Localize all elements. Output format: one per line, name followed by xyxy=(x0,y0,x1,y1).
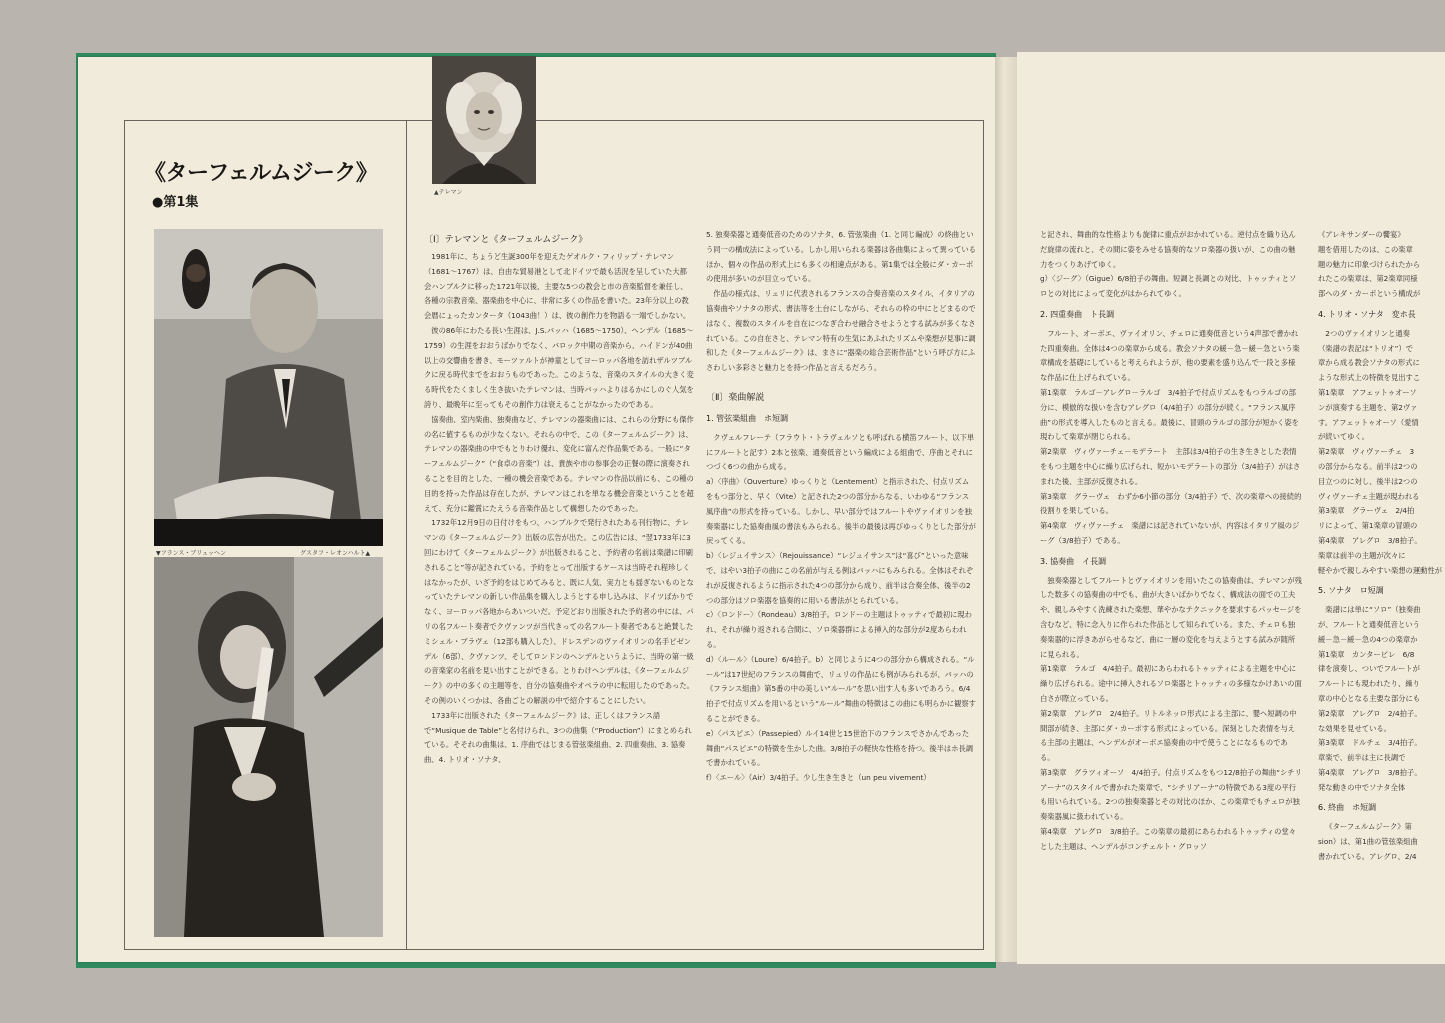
paragraph: 1733年に出版された《ターフェルムジーク》は、正しくはフランス語で“Musique de Table”と名付けられ、3つの曲集（“Production”）にまとめられている。そそれの曲集は、1. 序曲ではじまる管弦楽組曲、2. 四重奏曲、3. 協奏曲、4. トリオ・ソナタ、 xyxy=(424,710,692,765)
paragraph: と記され、舞曲的な性格よりも旋律に重点がおかれている。逆付点を織り込んだ旋律の流れと、その間に姿をみせる協奏的なソロ楽器の扱いが、この曲の魅力をつくりあげてゆく。 xyxy=(1040,230,1296,269)
line: 律を演奏し、ついでフルートが xyxy=(1318,664,1420,674)
line: 第1楽章 アフェットゥオーソ xyxy=(1318,387,1417,397)
paragraph: 彼の86年にわたる長い生涯は、J.S.バッハ（1685～1750）、ヘンデル（1685～1759）の生涯をおおうばかりでなく、バロック中期の音楽から、ハイドンが40曲以上の交響曲を書き、モーツァルトが神童としてヨーロッパ各地を訪れザルツブルクに戻る時代までをおおうものであった。このような、音楽のスタイルの大きく変る時代をたくましく生き抜いたテレマンは、当時バッハよりはるかにしのぐ人気を誇り、最晩年に至ってもその創作力は衰えることがなかったのである。 xyxy=(424,325,694,409)
page-title: 《ターフェルムジーク》 xyxy=(144,161,378,186)
paragraph: 題の魅力に印象づけられたから xyxy=(1318,259,1421,269)
paragraph: れたこの楽章は、第2楽章同様 xyxy=(1318,274,1418,284)
line: フルートにも現われたり、繰り xyxy=(1318,679,1420,689)
text-column-3 xyxy=(1040,228,1302,855)
line: ような形式上の特徴を見出すこ xyxy=(1318,373,1421,383)
paragraph: クヴェルフレーテ（フラウト・トラヴェルソとも呼ばれる横笛フルート、以下単にフルートと記す）2本と弦楽、通奏低音という編成による組曲で、序曲とそれにつづく6つの曲から成る。 xyxy=(706,432,975,472)
movement-text: 第1楽章 ラルゴ－アレグロ－ラルゴ 3/4拍子で付点リズムをもつラルゴの部分に、模倣的な扱いを含むアレグロ（4/4拍子）の部分が続く。“フランス風序曲”の形式を導入したものと言える。最後に、冒頭のラルゴの部分が短かく姿を現わして楽章が閉じられる。 xyxy=(1040,387,1299,442)
gatefold-spine xyxy=(995,57,1017,962)
line: が、フルートと通奏低音という xyxy=(1318,619,1420,629)
movement-text: 第3楽章 グラーヴェ わずか6小節の部分（3/4拍子）で、次の楽章への接続的役割りを果している。 xyxy=(1040,491,1302,516)
section-heading-1: 〔Ⅰ〕テレマンと《ターフェルムジーク》 xyxy=(424,235,588,245)
text-column-2 xyxy=(706,228,976,786)
paragraph: 作品の様式は、リュリに代表されるフランスの合奏音楽のスタイル、イタリアの協奏曲やソナタの形式、書法等を土台にしながら、それらの枠の中にとどまるのではなく、複数のスタイルを自在につなぎ合わせ融合させようとする試みが多くなされている。この自在さと、テレマン特有の生気にあふれたリズムや楽想が見事に調和した《ターフェルムジーク》は、まさに“器楽の総合芸術作品”という呼び方にふさわしい多彩さと魅力とを持つ作品と言えるだろう。 xyxy=(706,289,976,373)
line: （楽譜の表記は“トリオ”）で xyxy=(1318,343,1414,353)
movement-text: 第4楽章 アレグロ 3/8拍子。この楽章の最初にあらわれるトゥッティの堂々とした主題は、ヘンデルがコンチェルト・グロッソ xyxy=(1040,827,1296,851)
line: 第2楽章 ヴィヴァーチェ 3 xyxy=(1318,447,1415,457)
line: な効果を見せている。 xyxy=(1318,723,1391,733)
line: 第4楽章 アレグロ 3/8拍子。 xyxy=(1318,767,1422,777)
paragraph: 1732年12月9日の日付けをもつ、ハンブルクで発行されたある刊行物に、テレマンの《ターフェルムジーク》出版の広告が出た。この広告には、“翌1733年に3回にわけて《ターフェルムジーク》が出版されること、予約者の名前は楽譜に印刷されること”等が記されている。予約をとって出版するケースは当時それ程珍しくはなかったが、いざ予約をはじめてみると、既に人気、実力とも揺ぎないものとなっていたテレマンの新しい作品集を購入しようとする申し込みは、ドイツばかりでなく、ヨーロッパ各地からあいついだ。予定どおり出版された予約者の中には、パリの名フルート奏者でクヴァンツが当代きっての名フルート奏者であると絶賛したミシェル・ブラヴェ（12部も購入した）、ドレスデンのヴァイオリンの名手ピゼンデル（6部）、クヴァンツ、そしてロンドンのヘンデルというように、当時の第一級の音楽家の名前を見い出すことができる。とりわけヘンデルは、《ターフェルムジーク》の中の多くの主題等を、自分の協奏曲やオペラの中に転用したのであった。その例のいくつかは、各曲ごとの解説の中で紹介することにしたい。 xyxy=(424,518,694,705)
work-heading-2: 2. 四重奏曲 ト長調 xyxy=(1040,309,1115,319)
work-heading-6: 6. 終曲 ホ短調 xyxy=(1318,803,1377,813)
line: が続いてゆく。 xyxy=(1318,432,1369,442)
line: 第4楽章 アレグロ 3/8拍子。 xyxy=(1318,535,1422,545)
line: 《ターフェルムジーク》第 xyxy=(1325,822,1412,832)
line: 章楽で、前半は主に長調で xyxy=(1318,753,1406,763)
line: 楽章は前半の主題が次々に xyxy=(1318,550,1406,560)
line: 2つのヴァイオリンと通奏 xyxy=(1325,328,1410,338)
movement-text: b）〈レジュイサンス〉（Rejouissance）“レジュイサンス”は“喜び”といった意味で、はやい3拍子の曲にこの名前が与える例はバッハにもみられる。全体はそれぞれが反復されるように指示された4つの部分から成り、前半は合奏全体、後半の2つの部分はソロ楽器を協奏的に用いる書法がとられている。 xyxy=(706,551,974,605)
movement-text: 第3楽章 グラツィオーソ 4/4拍子。付点リズムをもつ12/8拍子の舞曲“シチリアーナ”のスタイルで書かれた楽章で、“シチリアーナ”の特徴である3度の平行も用いられている。2つの独奏楽器とその対比のほか、この楽章でもチェロが独奏楽器風に扱われている。 xyxy=(1040,767,1302,822)
paragraph: 独奏楽器としてフルートとヴァイオリンを用いたこの協奏曲は、テレマンが残した数多くの協奏曲の中でも、曲が大きいばかりでなく、構成法の面での工夫や、親しみやすく洗練された楽想、華やかなテクニックを要求するパッセージを含むなど、特に念入りに作られた作品として知られている。また、チェロも独奏楽器的に浮きあがらせるなど、曲に一層の変化を与えようとする試みが随所に見られる。 xyxy=(1040,575,1302,659)
column-divider xyxy=(406,120,407,950)
line: 緩－急－緩－急の4つの楽章か xyxy=(1318,634,1418,644)
paragraph: 題を借用したのは、この楽章 xyxy=(1318,244,1413,254)
line: 書かれている。アレグロ、2/4 xyxy=(1318,851,1417,861)
movement-text: c）〈ロンドー〉（Rondeau）3/8拍子。ロンドーの主題はトゥッティで最初に現われ、それが繰り返される合間に、ソロ楽器群による挿入的な部分が2度あらわれる。 xyxy=(706,610,972,649)
line: 第2楽章 アレグロ 2/4拍子。 xyxy=(1318,708,1422,718)
movement-text: 第2楽章 ヴィヴァーチェ－モデラート 主部は3/4拍子の生き生きとした表情をもつ主題を中心に繰り広げられ、短かいモデラートの部分（3/4拍子）がはさまれた後、主部が反復される。 xyxy=(1040,447,1301,486)
paragraph: 《アレキサンダーの饗宴》 xyxy=(1318,230,1405,239)
line: 軽やかで親しみやすい楽想の運動性が xyxy=(1318,565,1443,575)
photo-caption-right: グスタフ・レオンハルト▲ xyxy=(300,550,371,557)
telemann-portrait xyxy=(432,56,536,184)
work-heading-5: 5. ソナタ ロ短調 xyxy=(1318,586,1384,596)
text-column-1 xyxy=(424,228,694,768)
line: 第3楽章 グラーヴェ 2/4拍 xyxy=(1318,506,1415,516)
line: す。アフェットゥオーソ（愛情 xyxy=(1318,417,1419,427)
portrait-caption: ▲テレマン xyxy=(434,189,463,196)
movement-text: 第2楽章 アレグロ 2/4拍子。リトルネッロ形式による主部に、嬰ヘ短調の中間部が続き、主部にダ・カーポする形式によっている。深刻とした表情を与える主部の主題は、ヘンデルがオーボエ協奏曲の中で使うことになるものである。 xyxy=(1040,708,1297,763)
volume-label: ●第1集 xyxy=(152,195,199,210)
photo-gustav-leonhardt xyxy=(154,557,383,937)
line: sion）は、第1曲の管弦楽組曲 xyxy=(1318,837,1418,847)
paragraph: 1981年に、ちょうど生誕300年を迎えたゲオルク・フィリップ・テレマン（1681～1767）は、自由な貿易港として北ドイツで最も活況を呈していた大都会ハンブルクに移った1721年以後、主要な5つの教会と市の音楽監督を兼任し、各種の宗教音楽、器楽曲を中心に、非常に多くの作品を書いた。23年分以上の教会暦にょったカンタータ（1043曲！）は、彼の創作力を物語る一端でしかない。 xyxy=(424,252,691,321)
text-column-4 xyxy=(1318,228,1445,928)
movement-text: d）〈ルール〉（Loure）6/4拍子。b）と同じように4つの部分から構成される。“ルール”は17世紀のフランスの舞曲で、リュリの作品にも例がみられるが、バッハの《フランス組曲》第5番の中の美しい“ルール”を思い出す人も多いであろう。6/4拍子で付点リズムを用いるという“ルール”舞曲の特徴はこの曲にも明らかに観察することができる。 xyxy=(706,654,976,723)
paragraph: 5. 独奏楽器と通奏低音のためのソナタ、6. 管弦楽曲（1. と同じ編成）の終曲という同一の構成法によっている。しかし用いられる楽器は各曲集によって異っているほか、個々の作品の形式上にも多くの相違点がある。第1集では全般にダ・カーポの使用が多いのが目立っている。 xyxy=(706,230,976,284)
line: 第1楽章 カンタービレ 6/8 xyxy=(1318,649,1415,659)
movement-text: e）〈パスピエ〉（Passepied）ルイ14世と15世治下のフランスでさかんであった舞曲“パスピエ”の特徴を生かした曲。3/8拍子の軽快な性格を持つ。後半はホ長調で書かれている。 xyxy=(706,728,974,768)
work-heading-1: 1. 管弦楽組曲 ホ短調 xyxy=(706,413,789,423)
portrait-photo-icon xyxy=(154,229,383,546)
line: 発な動きの中でソナタ全体 xyxy=(1318,782,1406,792)
portrait-engraving-icon xyxy=(432,56,536,184)
photo-frans-bruggen xyxy=(154,229,383,546)
movement-text: 第1楽章 ラルゴ 4/4拍子。最初にあらわれるトゥッティによる主題を中心に繰り広げられる。途中に挿入されるソロ楽器とトゥッティの多様なかけあいの面白さが際立っている。 xyxy=(1040,664,1302,703)
line: 章から成る教会ソナタの形式に xyxy=(1318,358,1420,368)
paragraph: 部へのダ・カーポという構成が xyxy=(1318,289,1421,299)
photo-caption-left: ▼フランス・ブリュッヘン xyxy=(156,550,227,557)
movement-text: g）〈ジーグ〉（Gigue）6/8拍子の舞曲。短調と長調との対比、トゥッティとソロとの対比によって変化がはかられてゆく。 xyxy=(1040,274,1297,299)
line: 第3楽章 ドルチェ 3/4拍子。 xyxy=(1318,738,1422,748)
work-heading-3: 3. 協奏曲 イ長調 xyxy=(1040,556,1107,566)
line: の部分からなる。前半は2つの xyxy=(1318,461,1418,471)
recorder-player-photo-icon xyxy=(154,557,383,937)
work-heading-4: 4. トリオ・ソナタ 変ホ長 xyxy=(1318,309,1416,319)
movement-text: 第4楽章 ヴィヴァーチェ 楽譜には記されていないが、内容はイタリア風のジーグ（3/8拍子）である。 xyxy=(1040,521,1300,545)
line: ヴィヴァーチェ主題が現われる xyxy=(1318,491,1420,501)
movement-text: a）〈序曲〉（Ouverture）ゆっくりと（Lentement）と指示された、付点リズムをもつ部分と、早く（Vite）と記された2つの部分からなる、いわゆる“フランス風序曲”の形式を持っている。しかし、早い部分ではフルートやヴァイオリンを独奏楽器にした協奏曲風の書法もみられる。後半の最後は再びゆっくりとした部分が戻ってくる。 xyxy=(706,477,976,546)
section-heading-2: 〔Ⅱ〕楽曲解説 xyxy=(706,392,765,403)
movement-text: f）〈エール〉（Air）3/4拍子。少し生き生きと（un peu vivement） xyxy=(706,773,931,783)
paragraph: 協奏曲、室内楽曲、独奏曲など、テレマンの器楽曲には、これらの分野にも傑作の名に値するものが少なくない。それらの中で、この《ターフェルムジーク》は、テレマンの器楽曲の中でもとりわけ優れ、変化に富んだ作品集である。一般に“ターフェルムジーク”（“食卓の音楽”）は、貴族や市の参事会の正餐の際に演奏されることを目的とした、一種の機会音楽である。テレマンの作品以前にも、この種の目的を持った作品は存在したが、テレマンはこれを単なる機会音楽ということを超えて、充分に鑑賞にたえうる音楽作品として構想したのであった。 xyxy=(424,414,694,513)
cover-edge-bottom xyxy=(78,962,996,968)
line: ンが演奏する主題を、第2ヴァ xyxy=(1318,402,1418,412)
line: 楽譜には単に“ソロ”（独奏曲 xyxy=(1325,605,1421,615)
line: リによって、第1楽章の冒頭の xyxy=(1318,521,1418,531)
paragraph: フルート、オーボエ、ヴァイオリン、チェロに通奏低音という4声部で書かれた四重奏曲。全体は4つの楽章から成る。教会ソナタの緩－急－緩－急という楽章構成を基礎にしていると考えられようが、他の要素を盛り込んで一段と多様な作品に仕上げられている。 xyxy=(1040,328,1300,383)
line: 章の中心となる主要な部分にも xyxy=(1318,693,1421,703)
line: 目立つのに対し、後半は2つの xyxy=(1318,476,1418,486)
